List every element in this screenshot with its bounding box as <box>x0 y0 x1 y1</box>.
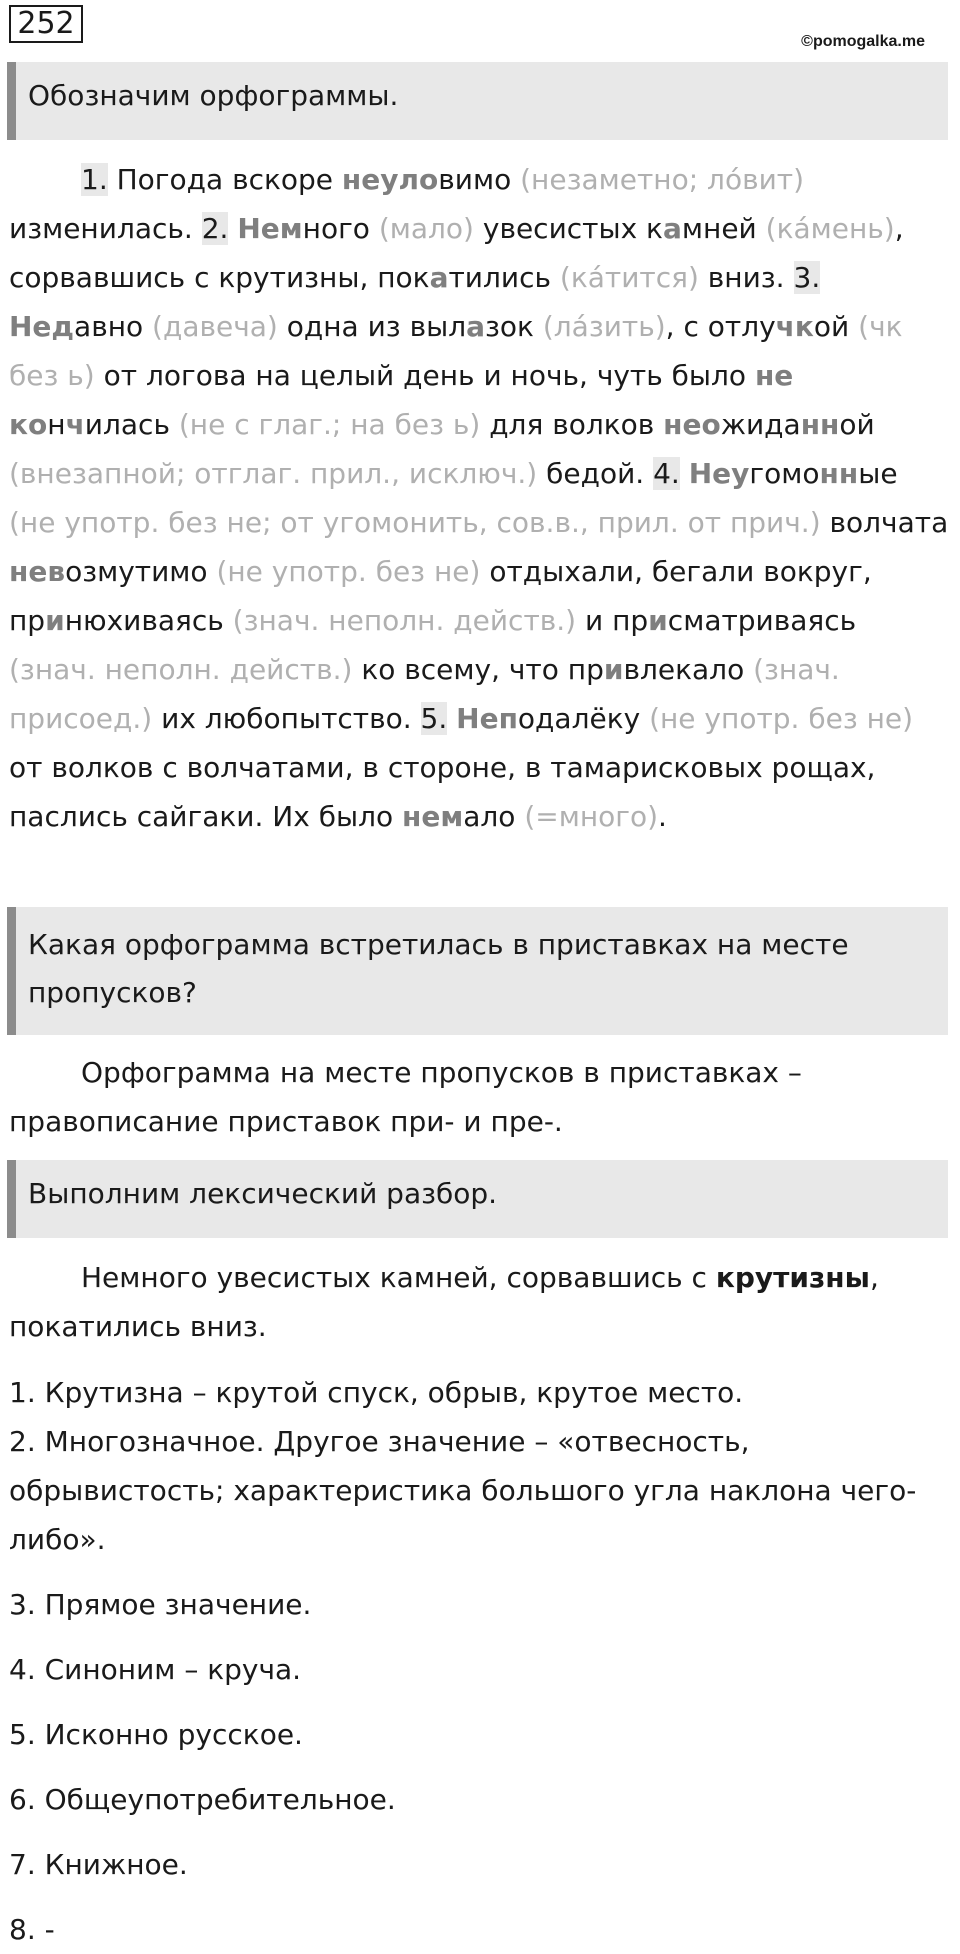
sentence-number: 1. <box>81 163 108 196</box>
hint-text: (не употр. без не) <box>216 555 481 588</box>
hint-text: (мало) <box>378 212 474 245</box>
orthogram-letters: нео <box>663 408 721 441</box>
text-fragment: н <box>47 408 66 441</box>
sentence-paragraph <box>9 1253 949 1351</box>
sentence-after: , покатились вниз. <box>9 1261 879 1343</box>
list-item: 8. - <box>9 1913 55 1946</box>
section-header-orthograms: Обозначим орфограммы. <box>7 62 948 140</box>
orthogram-letters: и <box>45 604 65 637</box>
text-fragment: ного <box>302 212 379 245</box>
lexical-analysis-list <box>9 1368 949 1954</box>
text-fragment: ые <box>858 457 898 490</box>
hint-text: (чк без ь) <box>9 310 903 392</box>
list-item: 3. Прямое значение. <box>9 1588 312 1621</box>
text-fragment: жида <box>720 408 801 441</box>
orthogram-letters: Нем <box>237 212 303 245</box>
text-fragment: тились <box>448 261 560 294</box>
text-fragment: одна из выл <box>277 310 467 343</box>
orthogram-letters: нем <box>402 800 464 833</box>
text-fragment: Погода вскоре <box>107 163 342 196</box>
orthogram-letters: Нед <box>9 310 75 343</box>
list-item: 2. Многозначное. Другое значение – «отвесность, обрывистость; характеристика большого угла наклона чего-либо». <box>9 1425 917 1556</box>
exercise-paragraph <box>9 155 949 841</box>
orthogram-letters: и <box>648 604 668 637</box>
orthogram-letters: нн <box>819 457 859 490</box>
text-fragment: ало <box>463 800 525 833</box>
text-fragment: илась <box>84 408 179 441</box>
text-fragment: , сорвавшись с крутизны, пок <box>9 212 904 294</box>
orthogram-letters: не <box>754 359 794 392</box>
hint-text: (внезапной; отглаг. прил., исключ.) <box>9 457 538 490</box>
text-fragment: ко всему, что пр <box>352 653 604 686</box>
text-fragment: . <box>658 800 667 833</box>
orthogram-letters: Неу <box>688 457 750 490</box>
orthogram-letters: ч <box>65 408 85 441</box>
text-fragment: сматриваясь <box>667 604 857 637</box>
text-fragment: от логова на целый день и ночь, чуть было <box>94 359 755 392</box>
text-fragment: от волков с волчатами, в стороне, в тамарисковых рощах, паслись сайгаки. Их было <box>9 751 876 833</box>
orthogram-letters: ко <box>9 408 48 441</box>
text-fragment: увесистых к <box>473 212 663 245</box>
hint-text: (знач. присоед.) <box>9 653 840 735</box>
orthogram-letters: а <box>662 212 682 245</box>
answer-text <box>9 1048 949 1146</box>
site-watermark: ©pomogalka.me <box>801 33 925 50</box>
text-fragment: отдыхали, бегали вокруг, пр <box>9 555 872 637</box>
hint-text: (незаметно; ло́вит) <box>520 163 805 196</box>
hint-text: (=много) <box>524 800 659 833</box>
text-fragment: зок <box>485 310 543 343</box>
text-fragment <box>228 212 237 245</box>
sentence-number: 4. <box>653 457 680 490</box>
orthogram-letters: нев <box>9 555 66 588</box>
section-header-question: Какая орфограмма встретилась в приставках на месте пропусков? <box>7 907 948 1035</box>
orthogram-letters: и <box>603 653 624 686</box>
hint-text: (знач. неполн. действ.) <box>232 604 577 637</box>
text-fragment: авно <box>74 310 153 343</box>
text-fragment: ой <box>839 408 875 441</box>
orthogram-letters: неуло <box>341 163 439 196</box>
orthogram-letters: Неп <box>456 702 518 735</box>
text-fragment: мней <box>681 212 766 245</box>
text-fragment: одалёку <box>517 702 650 735</box>
text-fragment: гомо <box>749 457 820 490</box>
sentence-text <box>9 1253 949 1351</box>
text-fragment: вимо <box>438 163 521 196</box>
list-item: 7. Книжное. <box>9 1848 188 1881</box>
hint-text: (не с глаг.; на без ь) <box>178 408 481 441</box>
hint-text: (знач. неполн. действ.) <box>9 653 353 686</box>
text-fragment <box>680 457 689 490</box>
text-fragment: , с отлу <box>665 310 776 343</box>
text-fragment <box>447 702 456 735</box>
text-fragment: волчата <box>820 506 949 539</box>
task-number: 252 <box>9 5 83 43</box>
sentence-number: 5. <box>420 702 448 735</box>
list-item: 5. Исконно русское. <box>9 1718 303 1751</box>
text-fragment: ой <box>813 310 859 343</box>
sentence-before: Немного увесистых камней, сорвавшись с <box>81 1261 716 1294</box>
sentence-keyword: крутизны <box>715 1261 870 1294</box>
list-item: 1. Крутизна – крутой спуск, обрыв, крутое место. <box>9 1376 744 1409</box>
text-fragment: их любопытство. <box>152 702 421 735</box>
text-fragment: и пр <box>576 604 649 637</box>
list-item: 4. Синоним – круча. <box>9 1653 302 1686</box>
text-fragment: для волков <box>480 408 664 441</box>
hint-text: (давеча) <box>152 310 278 343</box>
hint-text: (не употр. без не; от угомонить, сов.в., прил. от прич.) <box>9 506 821 539</box>
orthogram-letters: чк <box>775 310 814 343</box>
text-fragment: влекало <box>623 653 754 686</box>
text-fragment: изменилась. <box>9 212 202 245</box>
text-fragment: вниз. <box>698 261 794 294</box>
hint-text: (ла́зить) <box>542 310 666 343</box>
orthogram-letters: нн <box>800 408 840 441</box>
hint-text: (не употр. без не) <box>649 702 914 735</box>
text-fragment: нюхиваясь <box>64 604 233 637</box>
text-fragment: бедой. <box>537 457 654 490</box>
exercise-text <box>9 155 949 841</box>
text-fragment: озмутимо <box>65 555 217 588</box>
hint-text: (ка́тится) <box>559 261 699 294</box>
section-header-lexical: Выполним лексический разбор. <box>7 1160 948 1238</box>
orthogram-letters: а <box>429 261 449 294</box>
sentence-number: 3. <box>793 261 821 294</box>
sentence-number: 2. <box>201 212 229 245</box>
orthogram-letters: а <box>466 310 485 343</box>
list-item: 6. Общеупотребительное. <box>9 1783 396 1816</box>
answer-paragraph: Орфограмма на месте пропусков в приставках – правописание приставок при- и пре-. <box>9 1056 802 1138</box>
hint-text: (ка́мень) <box>765 212 895 245</box>
